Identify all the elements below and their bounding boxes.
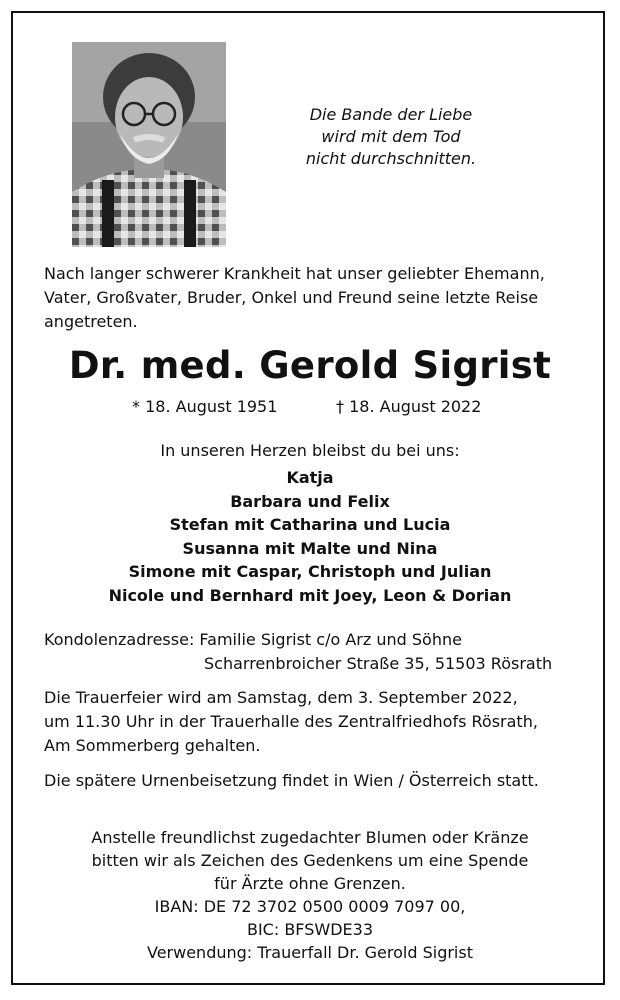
intro-line: Vater, Großvater, Bruder, Onkel und Freund seine letzte Reise xyxy=(44,288,539,307)
portrait-photo xyxy=(72,42,226,247)
ceremony-line: Die Trauerfeier wird am Samstag, dem 3. September 2022, xyxy=(44,688,518,707)
payment-reference: Verwendung: Trauerfall Dr. Gerold Sigrist xyxy=(147,943,473,962)
donation-info xyxy=(0,826,620,964)
family-list xyxy=(0,466,620,608)
ceremony-info xyxy=(44,686,584,758)
iban: IBAN: DE 72 3702 0500 0009 7097 00, xyxy=(154,897,466,916)
quote-line: wird mit dem Tod xyxy=(321,127,461,146)
quote-line: nicht durchschnitten. xyxy=(305,149,477,168)
condolence-line: Kondolenzadresse: Familie Sigrist c/o Arz und Söhne xyxy=(44,630,462,649)
family-member: Katja xyxy=(286,468,334,487)
deceased-name: Dr. med. Gerold Sigrist xyxy=(68,344,552,387)
intro-line: Nach langer schwerer Krankheit hat unser geliebter Ehemann, xyxy=(44,264,545,283)
bic: BIC: BFSWDE33 xyxy=(246,920,373,939)
intro-text xyxy=(44,262,584,334)
condolence-street: Scharrenbroicher Straße 35, 51503 Rösrath xyxy=(204,654,553,673)
birth-date: * 18. August 1951 xyxy=(132,397,278,416)
donation-line: für Ärzte ohne Grenzen. xyxy=(214,874,406,893)
quote-line: Die Bande der Liebe xyxy=(309,105,473,124)
memorial-quote xyxy=(288,104,494,170)
family-member: Barbara und Felix xyxy=(230,491,390,511)
death-date: † 18. August 2022 xyxy=(336,397,482,416)
ceremony-line: um 11.30 Uhr in der Trauerhalle des Zentralfriedhofs Rösrath, xyxy=(44,712,538,731)
condolence-address xyxy=(44,628,552,676)
intro-line: angetreten. xyxy=(44,312,138,331)
urn-burial-info: Die spätere Urnenbeisetzung findet in Wien / Österreich statt. xyxy=(44,771,539,790)
mourners-heading: In unseren Herzen bleibst du bei uns: xyxy=(160,441,460,460)
family-member: Simone mit Caspar, Christoph und Julian xyxy=(128,562,492,582)
donation-line: Anstelle freundlichst zugedachter Blumen oder Kränze xyxy=(91,828,529,847)
ceremony-line: Am Sommerberg gehalten. xyxy=(44,736,261,755)
family-member: Susanna mit Malte und Nina xyxy=(182,538,438,558)
family-member: Stefan mit Catharina und Lucia xyxy=(169,515,451,535)
family-member: Nicole und Bernhard mit Joey, Leon & Dorian xyxy=(108,585,512,605)
donation-line: bitten wir als Zeichen des Gedenkens um eine Spende xyxy=(91,851,529,870)
